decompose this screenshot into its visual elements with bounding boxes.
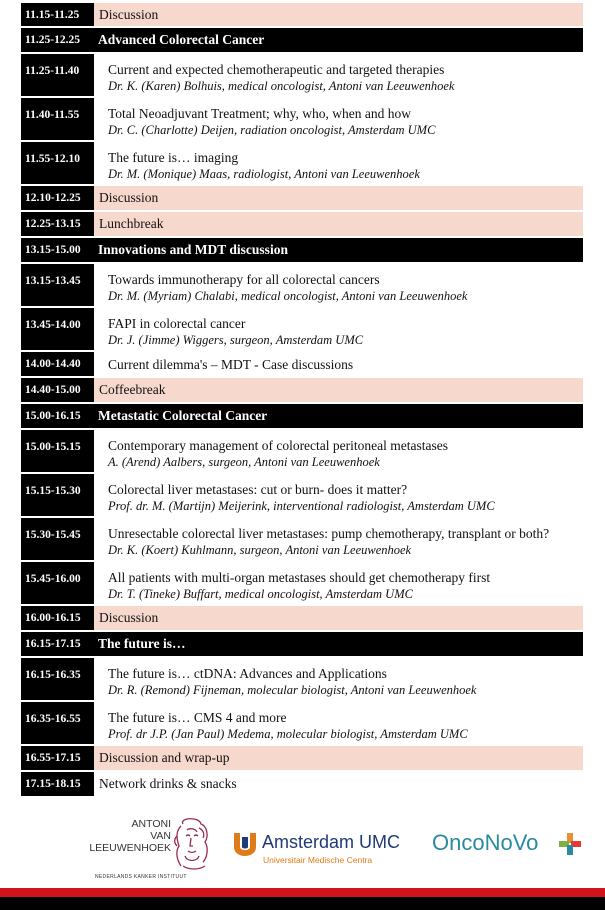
talk-title: Current and expected chemotherapeutic and targeted therapies xyxy=(108,62,445,77)
talk-content xyxy=(94,98,583,142)
footer-black-band xyxy=(0,897,605,910)
talk-speaker: Dr. J. (Jimme) Wiggers, surgeon, Amsterdam UMC xyxy=(108,333,364,347)
time-slot: 16.55-17.15 xyxy=(21,746,94,772)
time-slot: 15.00-16.15 xyxy=(21,404,94,430)
schedule-row-talk xyxy=(21,430,583,474)
time-slot: 16.00-16.15 xyxy=(21,606,94,632)
schedule-row-talk xyxy=(21,142,583,186)
sponsor-logos xyxy=(0,810,605,888)
session-title: Discussion and wrap-up xyxy=(94,746,583,772)
time-slot: 15.00-15.15 xyxy=(21,430,94,474)
schedule-row-talk xyxy=(21,658,583,702)
talk-content xyxy=(94,352,583,378)
talk-speaker: Dr. C. (Charlotte) Deijen, radiation oncologist, Amsterdam UMC xyxy=(108,123,436,137)
amsterdam-umc-emblem-icon xyxy=(232,831,258,861)
section-title: The future is… xyxy=(94,632,583,658)
schedule-row-talk xyxy=(21,702,583,746)
schedule-row-talk xyxy=(21,474,583,518)
schedule-row-discussion xyxy=(21,746,583,772)
schedule-row-talk xyxy=(21,518,583,562)
talk-title: FAPI in colorectal cancer xyxy=(108,316,246,331)
talk-title: Contemporary management of colorectal peritoneal metastases xyxy=(108,438,448,453)
talk-content xyxy=(94,562,583,606)
time-slot: 16.15-17.15 xyxy=(21,632,94,658)
talk-speaker: A. (Arend) Aalbers, surgeon, Antoni van Leeuwenhoek xyxy=(108,455,380,469)
umc-name: Amsterdam UMC xyxy=(262,832,401,852)
time-slot: 13.15-13.45 xyxy=(21,264,94,308)
talk-title: All patients with multi-organ metastases should get chemotherapy first xyxy=(108,570,491,585)
talk-speaker: Dr. M. (Myriam) Chalabi, medical oncologist, Antoni van Leeuwenhoek xyxy=(108,289,468,303)
amsterdam-umc-logo xyxy=(232,828,417,868)
schedule-row-coffeebreak xyxy=(21,378,583,404)
talk-content xyxy=(94,264,583,308)
session-title: Network drinks & snacks xyxy=(94,772,583,798)
section-header xyxy=(21,238,583,264)
time-slot: 17.15-18.15 xyxy=(21,772,94,798)
schedule-row-talk xyxy=(21,264,583,308)
talk-content xyxy=(94,308,583,352)
talk-content xyxy=(94,474,583,518)
talk-title: Colorectal liver metastases: cut or burn- does it matter? xyxy=(108,482,408,497)
section-title: Innovations and MDT discussion xyxy=(94,238,583,264)
time-slot: 11.15-11.25 xyxy=(21,3,94,28)
avl-subtitle: NEDERLANDS KANKER INSTITUUT xyxy=(95,874,187,880)
talk-content xyxy=(94,658,583,702)
time-slot: 15.30-15.45 xyxy=(21,518,94,562)
talk-speaker: Dr. T. (Tineke) Buffart, medical oncologist, Amsterdam UMC xyxy=(108,587,413,601)
session-title: Discussion xyxy=(94,186,583,212)
time-slot: 13.15-15.00 xyxy=(21,238,94,264)
talk-content xyxy=(94,54,583,98)
time-slot: 15.15-15.30 xyxy=(21,474,94,518)
time-slot: 11.25-11.40 xyxy=(21,54,94,98)
talk-content xyxy=(94,702,583,746)
talk-speaker: Dr. K. (Karen) Bolhuis, medical oncologist, Antoni van Leeuwenhoek xyxy=(108,79,455,93)
talk-speaker: Dr. K. (Koert) Kuhlmann, surgeon, Antoni van Leeuwenhoek xyxy=(108,543,412,557)
talk-title: The future is… imaging xyxy=(108,150,239,165)
section-header xyxy=(21,28,583,54)
time-slot: 11.55-12.10 xyxy=(21,142,94,186)
schedule-row-talk xyxy=(21,308,583,352)
section-header xyxy=(21,632,583,658)
avl-portrait-icon xyxy=(169,816,213,872)
time-slot: 14.00-14.40 xyxy=(21,352,94,378)
session-title: Lunchbreak xyxy=(94,212,583,238)
talk-title: The future is… ctDNA: Advances and Applications xyxy=(108,666,387,681)
program-schedule xyxy=(21,0,583,798)
schedule-row-talk xyxy=(21,562,583,606)
time-slot: 11.40-11.55 xyxy=(21,98,94,142)
session-title: Discussion xyxy=(94,606,583,632)
schedule-row-discussion xyxy=(21,606,583,632)
talk-title: Unresectable colorectal liver metastases: pump chemotherapy, transplant or both? xyxy=(108,526,550,541)
time-slot: 12.25-13.15 xyxy=(21,212,94,238)
talk-speaker: Prof. dr. M. (Martijn) Meijerink, interventional radiologist, Amsterdam UMC xyxy=(108,499,495,513)
schedule-row-discussion xyxy=(21,3,583,28)
time-slot: 16.15-16.35 xyxy=(21,658,94,702)
avl-line-2: VAN xyxy=(150,830,171,842)
schedule-row-discussion xyxy=(21,186,583,212)
talk-speaker: Prof. dr J.P. (Jan Paul) Medema, molecular biologist, Amsterdam UMC xyxy=(108,727,468,741)
talk-content xyxy=(94,518,583,562)
footer-red-band xyxy=(0,888,605,897)
schedule-row-talk xyxy=(21,54,583,98)
section-title: Advanced Colorectal Cancer xyxy=(94,28,583,54)
talk-title: Current dilemma's – MDT - Case discussions xyxy=(108,356,354,372)
session-title: Coffeebreak xyxy=(94,378,583,404)
talk-speaker: Dr. M. (Monique) Maas, radiologist, Antoni van Leeuwenhoek xyxy=(108,167,420,181)
plus-cross-icon xyxy=(559,833,581,855)
schedule-row-network-drinks xyxy=(21,772,583,798)
talk-title: Towards immunotherapy for all colorectal cancers xyxy=(108,272,380,287)
avl-wordmark xyxy=(89,818,171,854)
talk-title: Total Neoadjuvant Treatment; why, who, when and how xyxy=(108,106,412,121)
schedule-row-talk xyxy=(21,352,583,378)
talk-title: The future is… CMS 4 and more xyxy=(108,710,287,725)
talk-content xyxy=(94,142,583,186)
time-slot: 12.10-12.25 xyxy=(21,186,94,212)
time-slot: 14.40-15.00 xyxy=(21,378,94,404)
time-slot: 11.25-12.25 xyxy=(21,28,94,54)
schedule-row-lunchbreak xyxy=(21,212,583,238)
avl-line-1: ANTONI xyxy=(131,818,171,830)
umc-subtitle: Universitair Medische Centra xyxy=(263,855,373,865)
section-header xyxy=(21,404,583,430)
onconovo-logo xyxy=(432,830,592,860)
time-slot: 16.35-16.55 xyxy=(21,702,94,746)
talk-speaker: Dr. R. (Remond) Fijneman, molecular biologist, Antoni van Leeuwenhoek xyxy=(108,683,477,697)
avl-line-3: LEEUWENHOEK xyxy=(89,842,171,854)
antoni-van-leeuwenhoek-logo xyxy=(89,816,215,882)
time-slot: 13.45-14.00 xyxy=(21,308,94,352)
talk-content xyxy=(94,430,583,474)
time-slot: 15.45-16.00 xyxy=(21,562,94,606)
session-title: Discussion xyxy=(94,3,583,28)
schedule-row-talk xyxy=(21,98,583,142)
section-title: Metastatic Colorectal Cancer xyxy=(94,404,583,430)
onconovo-name: OncoNoVo xyxy=(432,830,539,855)
